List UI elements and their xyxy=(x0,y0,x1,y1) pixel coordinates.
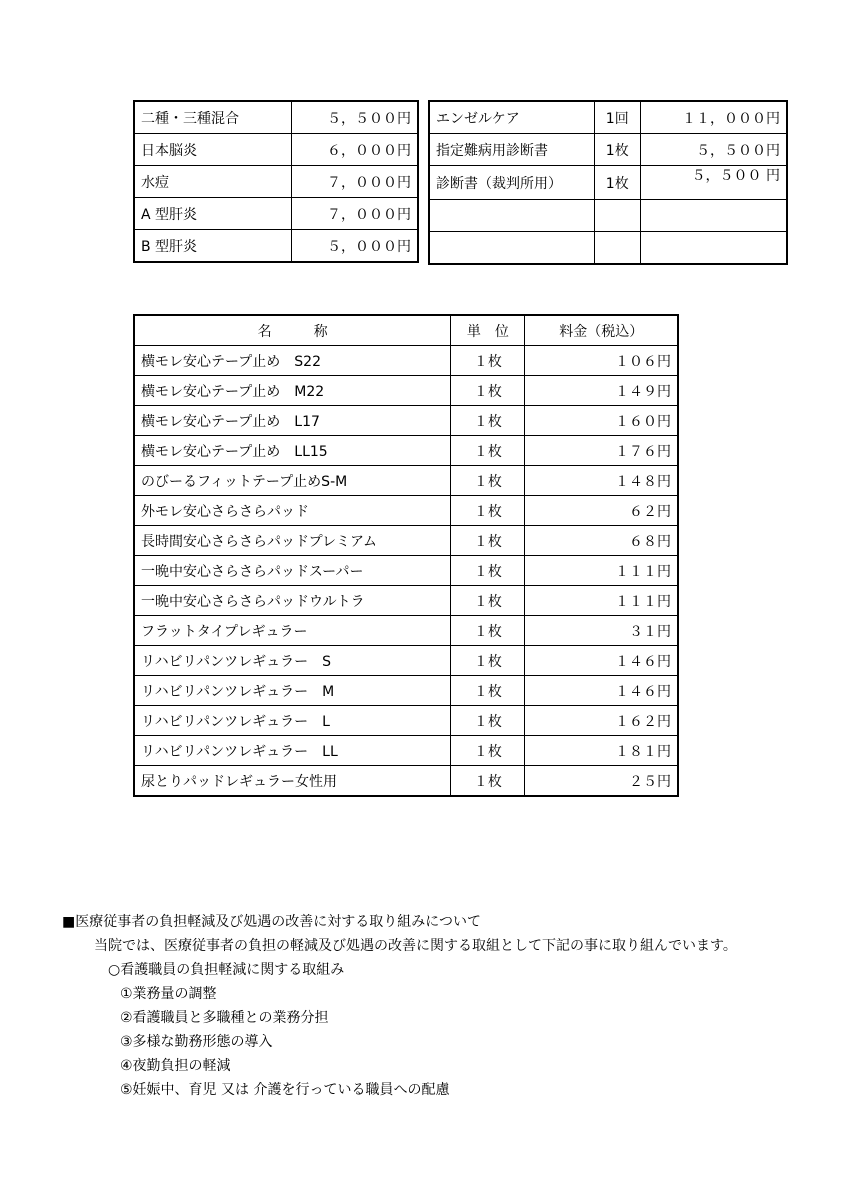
table-row xyxy=(134,134,418,166)
service-unit xyxy=(594,232,640,265)
notice-item: ①業務量の調整 xyxy=(120,986,217,1002)
goods-price: １４８円 xyxy=(525,466,678,496)
service-price xyxy=(640,200,787,232)
goods-name: フラットタイプレギュラー xyxy=(134,616,451,646)
goods-price: １４６円 xyxy=(525,646,678,676)
service-name: エンゼルケア xyxy=(429,101,594,134)
goods-price-table xyxy=(133,314,679,797)
goods-price: ６８円 xyxy=(525,526,678,556)
vaccine-price: ５，５００円 xyxy=(292,101,419,134)
table-header-row xyxy=(134,315,678,346)
goods-name: 横モレ安心テープ止め M22 xyxy=(134,376,451,406)
notice-intro: 当院では、医療従事者の負担の軽減及び処遇の改善に関する取組として下記の事に取り組んでいます。 xyxy=(94,938,737,954)
table-row xyxy=(429,166,787,200)
goods-price: １７６円 xyxy=(525,436,678,466)
table-row xyxy=(134,101,418,134)
notice-subheading: ○看護職員の負担軽減に関する取組み xyxy=(108,962,345,978)
service-price: １１，０００円 xyxy=(640,101,787,134)
goods-price: １１１円 xyxy=(525,556,678,586)
goods-unit: １枚 xyxy=(451,556,525,586)
goods-price: ３１円 xyxy=(525,616,678,646)
table-row xyxy=(134,616,678,646)
service-name: 指定難病用診断書 xyxy=(429,134,594,166)
service-price-table xyxy=(428,100,788,265)
table-row xyxy=(134,556,678,586)
table-row xyxy=(134,526,678,556)
vaccine-price: ７，０００円 xyxy=(292,166,419,198)
service-name xyxy=(429,232,594,265)
table-row xyxy=(134,406,678,436)
service-price: ５，５００円 xyxy=(640,134,787,166)
table-row xyxy=(134,766,678,797)
goods-name: 横モレ安心テープ止め S22 xyxy=(134,346,451,376)
goods-price: １６０円 xyxy=(525,406,678,436)
table-row xyxy=(134,706,678,736)
vaccine-name: 日本脳炎 xyxy=(134,134,292,166)
goods-unit: １枚 xyxy=(451,766,525,797)
vaccine-name: 水痘 xyxy=(134,166,292,198)
goods-name: リハビリパンツレギュラー L xyxy=(134,706,451,736)
goods-price: １０６円 xyxy=(525,346,678,376)
goods-name: 長時間安心さらさらパッドプレミアム xyxy=(134,526,451,556)
column-header-price: 料金（税込） xyxy=(525,315,678,346)
notice-heading: ■医療従事者の負担軽減及び処遇の改善に対する取り組みについて xyxy=(62,914,481,930)
table-row xyxy=(134,376,678,406)
notice-item: ②看護職員と多職種との業務分担 xyxy=(120,1010,329,1026)
goods-unit: １枚 xyxy=(451,586,525,616)
goods-price: １４９円 xyxy=(525,376,678,406)
goods-unit: １枚 xyxy=(451,406,525,436)
goods-name: リハビリパンツレギュラー S xyxy=(134,646,451,676)
service-unit xyxy=(594,200,640,232)
table-row xyxy=(134,736,678,766)
table-row xyxy=(429,134,787,166)
table-row xyxy=(134,646,678,676)
goods-name: 尿とりパッドレギュラー女性用 xyxy=(134,766,451,797)
goods-name: リハビリパンツレギュラー M xyxy=(134,676,451,706)
goods-price: １８１円 xyxy=(525,736,678,766)
table-row xyxy=(134,346,678,376)
table-row xyxy=(134,166,418,198)
table-row xyxy=(429,232,787,265)
goods-name: 横モレ安心テープ止め L17 xyxy=(134,406,451,436)
goods-unit: １枚 xyxy=(451,496,525,526)
goods-price: １１１円 xyxy=(525,586,678,616)
table-row xyxy=(134,496,678,526)
goods-unit: １枚 xyxy=(451,616,525,646)
table-row xyxy=(134,198,418,230)
notice-item: ③多様な勤務形態の導入 xyxy=(120,1034,273,1050)
goods-unit: １枚 xyxy=(451,736,525,766)
vaccine-name: 二種・三種混合 xyxy=(134,101,292,134)
goods-unit: １枚 xyxy=(451,646,525,676)
goods-price: ２５円 xyxy=(525,766,678,797)
vaccine-price: ６，０００円 xyxy=(292,134,419,166)
vaccine-name: B 型肝炎 xyxy=(134,230,292,263)
goods-unit: １枚 xyxy=(451,676,525,706)
service-unit: 1枚 xyxy=(594,134,640,166)
goods-name: 外モレ安心さらさらパッド xyxy=(134,496,451,526)
goods-name: のびーるフィットテープ止めS-M xyxy=(134,466,451,496)
goods-name: 一晩中安心さらさらパッドスーパー xyxy=(134,556,451,586)
goods-price: １６２円 xyxy=(525,706,678,736)
goods-unit: １枚 xyxy=(451,376,525,406)
goods-unit: １枚 xyxy=(451,526,525,556)
vaccine-price: ５，０００円 xyxy=(292,230,419,263)
service-unit: 1枚 xyxy=(594,166,640,200)
goods-unit: １枚 xyxy=(451,706,525,736)
table-row xyxy=(134,466,678,496)
vaccine-name: A 型肝炎 xyxy=(134,198,292,230)
service-name xyxy=(429,200,594,232)
goods-name: 横モレ安心テープ止め LL15 xyxy=(134,436,451,466)
goods-price: ６２円 xyxy=(525,496,678,526)
table-row xyxy=(134,230,418,263)
notice-item: ④夜勤負担の軽減 xyxy=(120,1058,231,1074)
column-header-unit: 単 位 xyxy=(451,315,525,346)
column-header-name: 名 称 xyxy=(134,315,451,346)
goods-price: １４６円 xyxy=(525,676,678,706)
table-row xyxy=(134,676,678,706)
table-row xyxy=(429,101,787,134)
table-row xyxy=(429,200,787,232)
notice-item: ⑤妊娠中、育児 又は 介護を行っている職員への配慮 xyxy=(120,1082,450,1098)
vaccine-price: ７，０００円 xyxy=(292,198,419,230)
service-price xyxy=(640,232,787,265)
goods-unit: １枚 xyxy=(451,466,525,496)
goods-name: リハビリパンツレギュラー LL xyxy=(134,736,451,766)
table-row xyxy=(134,436,678,466)
service-name: 診断書（裁判所用） xyxy=(429,166,594,200)
vaccine-price-table xyxy=(133,100,419,263)
service-price: ５，５００ 円 xyxy=(640,166,787,200)
goods-unit: １枚 xyxy=(451,436,525,466)
goods-name: 一晩中安心さらさらパッドウルトラ xyxy=(134,586,451,616)
service-unit: 1回 xyxy=(594,101,640,134)
goods-unit: １枚 xyxy=(451,346,525,376)
staff-burden-notice xyxy=(62,910,792,1102)
table-row xyxy=(134,586,678,616)
